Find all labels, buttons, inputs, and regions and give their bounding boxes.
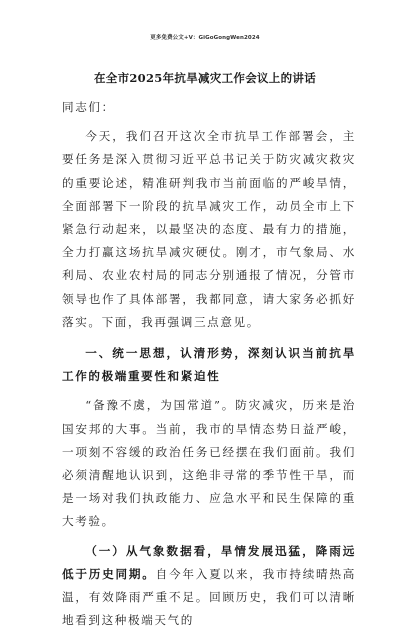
section1-paragraph: “备豫不虞，为国常道”。防灾减灾，历来是治国安邦的大事。当前，我市的旱情态势日益严峻，一项刻不容缓的政治任务已经摆在我们面前。我们必须清醒地认识到，这绝非寻常的季节性干旱，而是一场对我们执政能力、应急水平和民生保障的重大考验。 <box>62 398 356 529</box>
watermark-text: 更多免费公文+V：GiGoGongWen2024 <box>150 35 260 41</box>
subsection-heading-1: （一）从气象数据看，旱情发展迅猛，降雨远低于历史同期。 <box>62 543 356 581</box>
intro-paragraph: 今天，我们召开这次全市抗旱工作部署会，主要任务是深入贯彻习近平总书记关于防灾减灾救灾的重要论述，精准研判我市当前面临的严峻旱情，全面部署下一阶段的抗旱减灾工作，动员全市上下紧急行动起来，以最坚决的态度、最有力的措施，全力打赢这场抗旱减灾硬仗。刚才，市气象局、水利局、农业农村局的同志分别通报了情况，分管市领导也作了具体部署，我都同意，请大家务必抓好落实。下面，我再强调三点意见。 <box>62 129 356 329</box>
subsection-text-1: 自今年入夏以来，我市持续晴热高温，有效降雨严重不足。回顾历史，我们可以清晰地看到这种极端天气的 <box>62 566 356 628</box>
salutation: 同志们： <box>62 100 115 114</box>
document-title: 在全市2025年抗旱减灾工作会议上的讲话 <box>93 71 316 85</box>
subsection-paragraph-1 <box>62 540 356 632</box>
section-heading-1: 一、统一思想，认清形势，深刻认识当前抗旱工作的极端重要性和紧迫性 <box>62 346 356 384</box>
document-body <box>62 96 356 632</box>
